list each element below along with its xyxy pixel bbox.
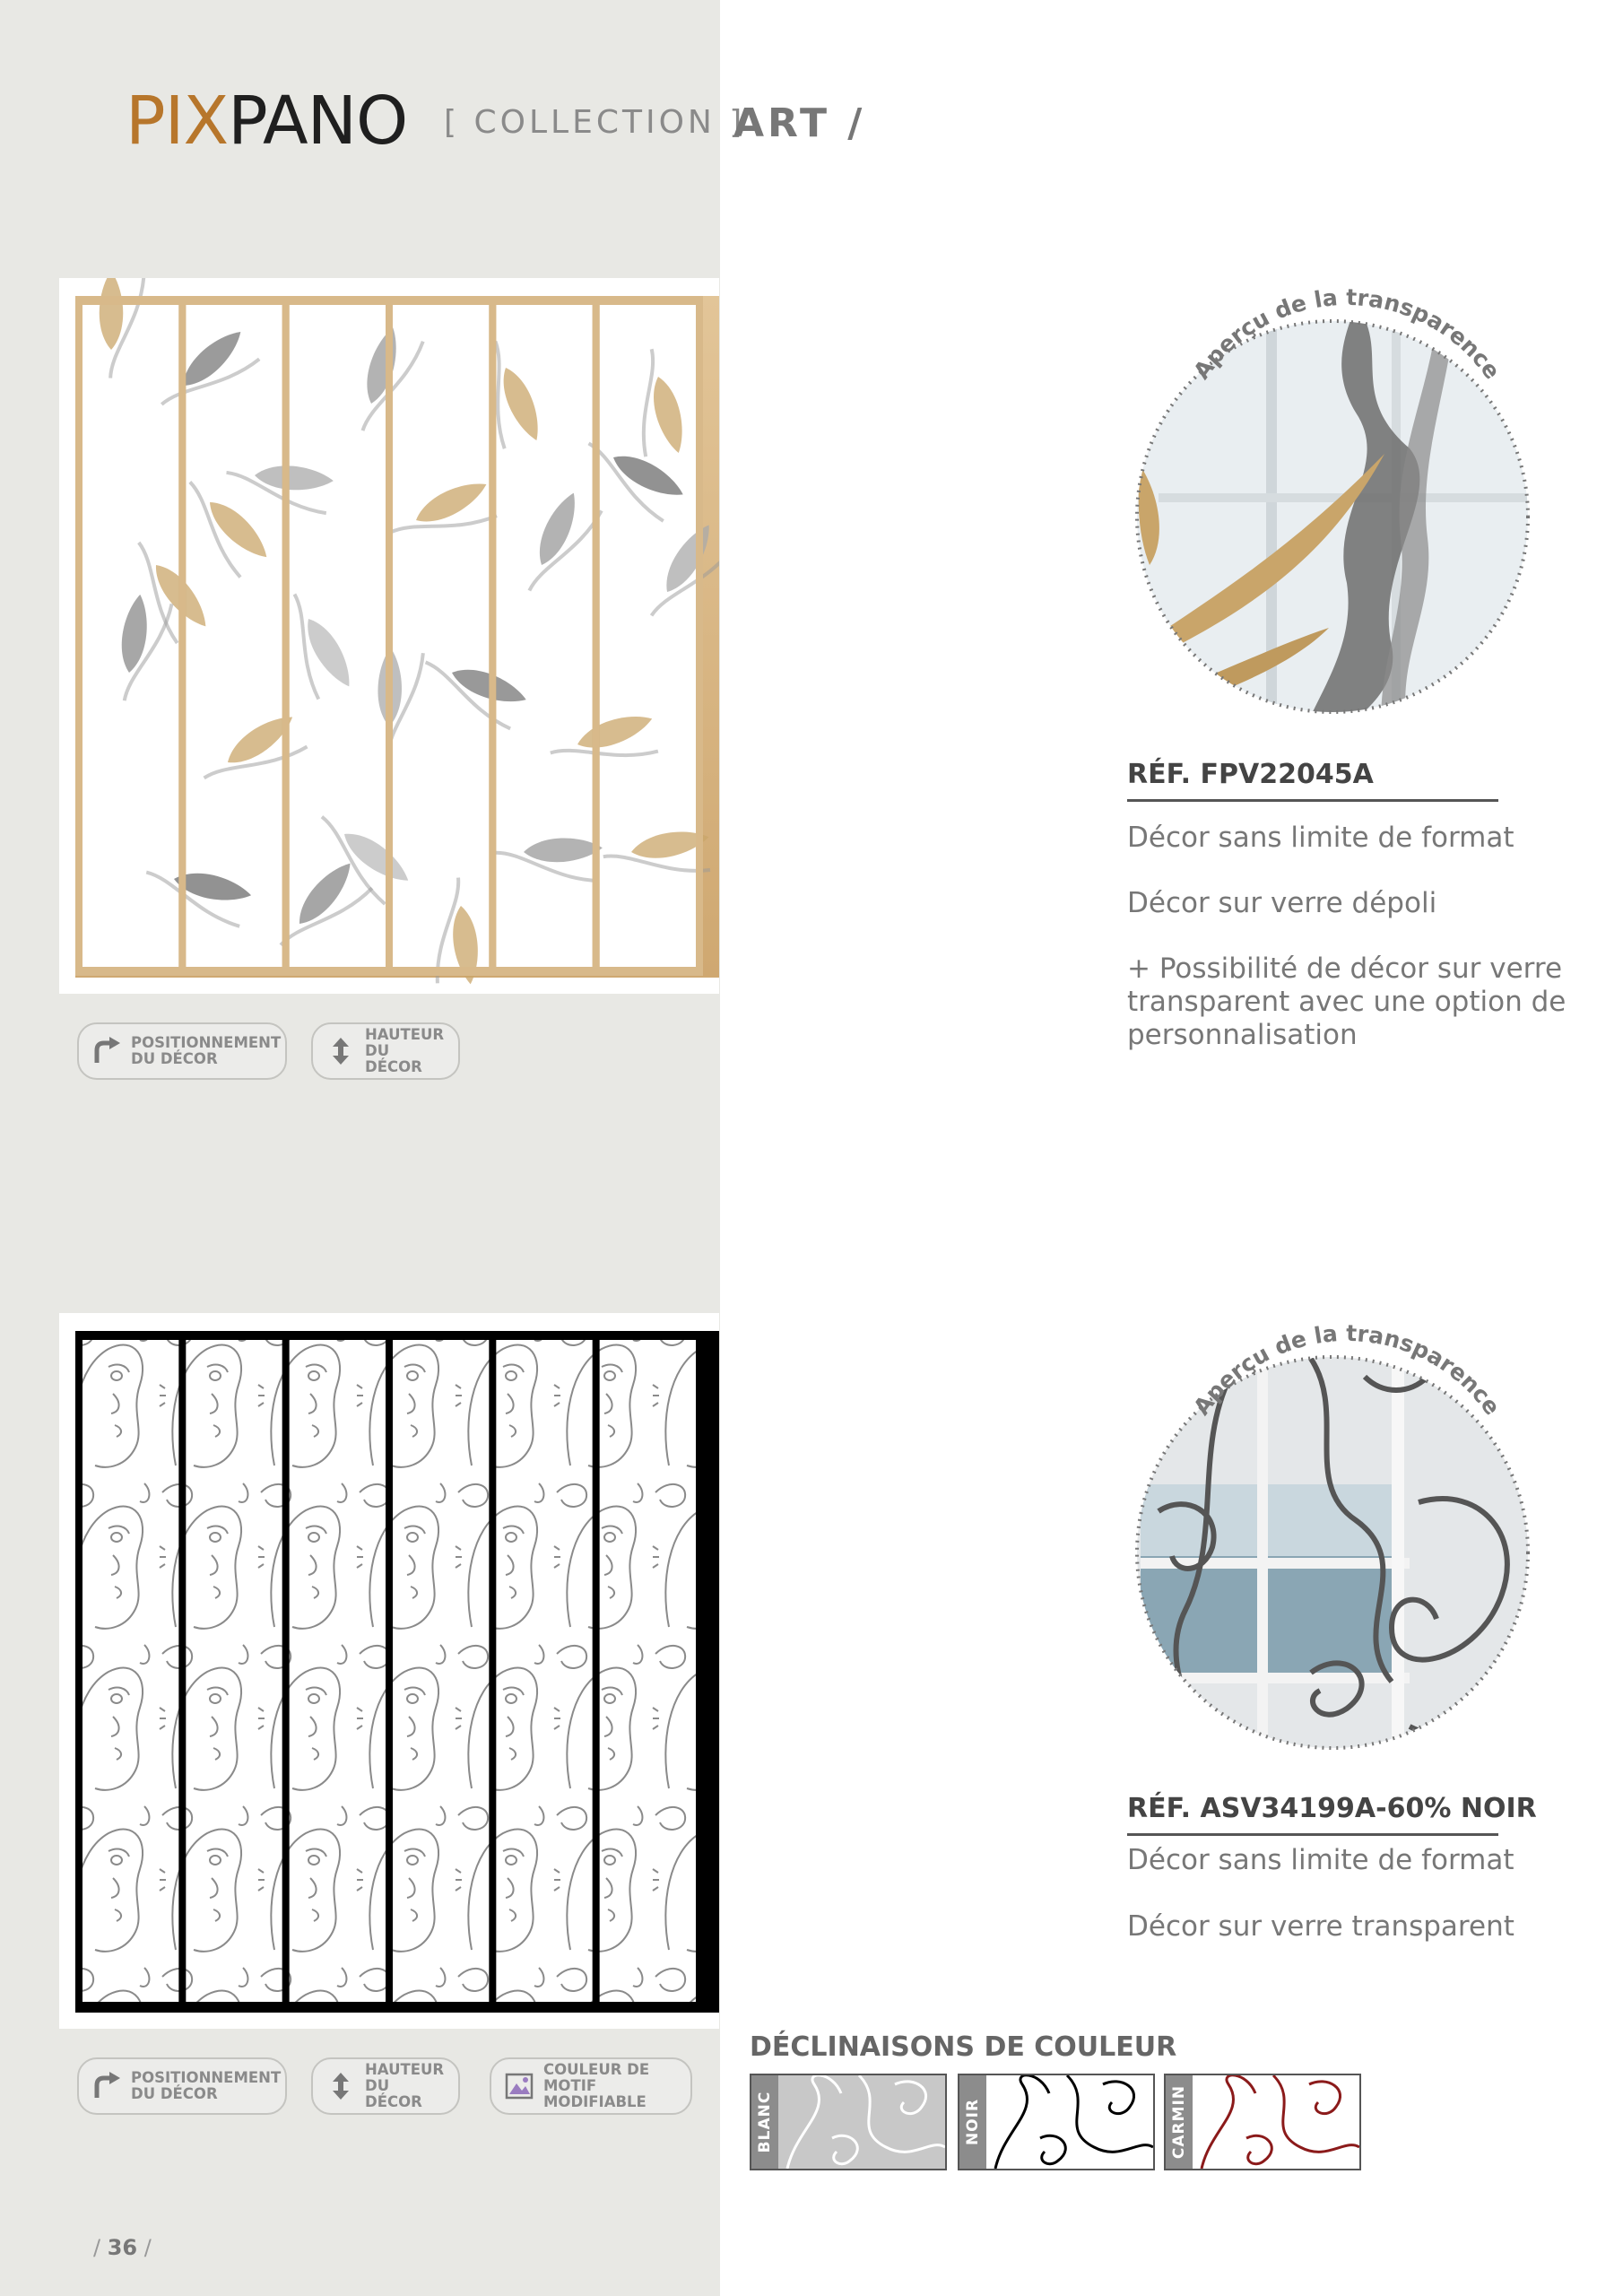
badge-line2: DU DÉCOR	[365, 2077, 422, 2110]
color-palette-icon	[504, 2071, 534, 2101]
product-1-circle-caption: Aperçu de la transparence	[1188, 283, 1506, 385]
wood-frame-bar	[178, 296, 186, 976]
swatch-pattern	[986, 2075, 1153, 2169]
wood-frame-bar	[489, 296, 496, 976]
product-1-badge-positioning	[77, 1022, 287, 1080]
wood-frame-bar	[696, 296, 703, 976]
glass-panel	[186, 305, 282, 967]
swatch-label: BLANC	[756, 2091, 774, 2153]
logo-pano: PANO	[228, 83, 408, 160]
product-1-badge-height	[311, 1022, 460, 1080]
glass-panel	[393, 1340, 489, 2002]
badge-line2: DU DÉCOR	[131, 1050, 218, 1067]
collection-label: [ COLLECTION ]	[444, 104, 746, 141]
wood-frame-bar	[593, 296, 600, 976]
product-2-circle-caption: Aperçu de la transparence	[1188, 1319, 1506, 1421]
swatch-pattern	[778, 2075, 945, 2169]
height-arrows-icon	[325, 1036, 356, 1066]
swatch-label-tag	[1166, 2075, 1193, 2169]
glass-panel	[496, 1340, 592, 2002]
page-number-value: 36	[107, 2235, 138, 2260]
wood-frame-bar	[386, 296, 393, 976]
product-1-reference-underline	[1127, 799, 1498, 802]
color-swatch-blanc	[750, 2074, 947, 2170]
height-arrows-icon	[325, 2071, 356, 2101]
wood-frame-bar	[75, 296, 82, 976]
badge-line1: HAUTEUR	[365, 1026, 445, 1043]
glass-panel	[393, 305, 489, 967]
wood-frame-bottom	[75, 967, 703, 976]
glass-panel	[290, 1340, 386, 2002]
product-2-badge-color	[490, 2057, 692, 2115]
page-number: / 36 /	[93, 2235, 152, 2260]
swatch-label-tag	[959, 2075, 986, 2169]
badge-line1: POSITIONNEMENT	[131, 1034, 282, 1051]
badge-line1: POSITIONNEMENT	[131, 2069, 282, 2086]
badge-line2: MODIFIABLE	[543, 2093, 647, 2110]
glass-panel	[186, 1340, 282, 2002]
product-1-reference: RÉF. FPV22045A	[1127, 759, 1374, 790]
color-swatch-carmin	[1164, 2074, 1361, 2170]
swatch-label: CARMIN	[1170, 2084, 1188, 2160]
product-2-reference: RÉF. ASV34199A-60% NOIR	[1127, 1793, 1537, 1824]
badge-line2: DU DÉCOR	[131, 2085, 218, 2102]
product-2-transparency-preview	[1123, 1305, 1544, 1771]
product-1-feature-1: Décor sans limite de format	[1127, 822, 1515, 854]
product-2-panel-image	[59, 1313, 719, 2029]
badge-line2: DU DÉCOR	[365, 1042, 422, 1075]
positioning-arrow-icon	[91, 2071, 122, 2101]
product-2-feature-2: Décor sur verre transparent	[1127, 1910, 1515, 1943]
wood-frame-top	[75, 296, 703, 305]
product-2-badge-positioning	[77, 2057, 287, 2115]
color-swatch-noir	[958, 2074, 1155, 2170]
swatch-label-tag	[751, 2075, 778, 2169]
glass-panel	[82, 1340, 178, 2002]
badge-line1: HAUTEUR	[365, 2061, 445, 2078]
product-1-feature-2: Décor sur verre dépoli	[1127, 887, 1437, 919]
product-2-feature-1: Décor sans limite de format	[1127, 1844, 1515, 1876]
wood-frame-bar	[282, 296, 290, 976]
pixpano-logo	[126, 83, 408, 160]
product-2-badge-height	[311, 2057, 460, 2115]
product-2-reference-underline	[1127, 1833, 1498, 1836]
product-1-transparency-preview	[1123, 269, 1544, 735]
variations-title: DÉCLINAISONS DE COULEUR	[750, 2031, 1177, 2063]
swatch-pattern	[1193, 2075, 1359, 2169]
glass-panel	[600, 1340, 696, 2002]
swatch-label: NOIR	[964, 2098, 982, 2146]
logo-pix: PIX	[126, 83, 229, 160]
product-1-panel-image	[59, 278, 719, 994]
badge-line1: COULEUR DE MOTIF	[543, 2061, 650, 2094]
positioning-arrow-icon	[91, 1036, 122, 1066]
section-label: ART /	[733, 100, 866, 146]
product-1-feature-3: + Possibilité de décor sur verre transparent avec une option de personnalisation	[1127, 952, 1567, 1051]
